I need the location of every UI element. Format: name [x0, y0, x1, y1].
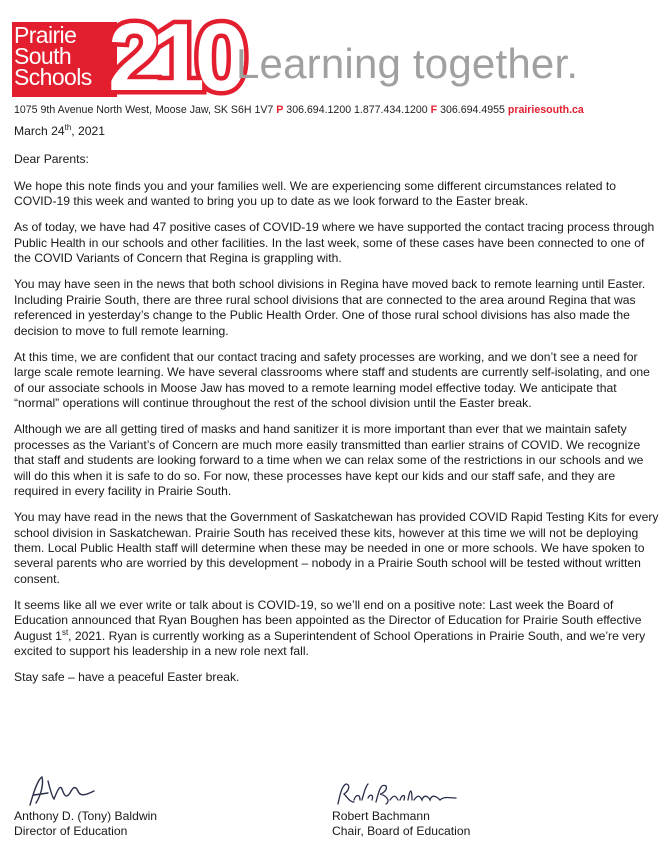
logo-wordmark	[14, 22, 92, 90]
signature-block-director	[14, 773, 157, 840]
letter-date: March 24th, 2021	[14, 122, 106, 138]
signatory-title: Chair, Board of Education	[332, 824, 471, 839]
paragraph: As of today, we have had 47 positive cases of COVID-19 where we have supported the contact tracing process through Public Health in our schools and other facilities. In the last week, some of these cases have been connected to one of the COVID Variants of Concern that Regina is grappling with.	[14, 220, 655, 266]
signatory-name: Robert Bachmann	[332, 809, 430, 823]
website-link[interactable]: prairiesouth.ca	[507, 104, 584, 116]
signatory-title: Director of Education	[14, 824, 128, 839]
salutation: Dear Parents:	[14, 152, 89, 167]
logo-line-1: Prairie	[14, 22, 77, 48]
fax-label: F	[430, 104, 438, 116]
address-line	[14, 104, 584, 116]
closing: Stay safe – have a peaceful Easter break.	[14, 670, 240, 685]
logo-line-2: South	[14, 43, 72, 69]
signature-image	[14, 773, 104, 809]
paragraph: You may have seen in the news that both school divisions in Regina have moved back to remote learning until Easter. Including Prairie South, there are three rural school divisions that are connected to the area around Regina that was referenced in yesterday’s change to the Public Health Order. One of those rural school divisions has also made the decision to move to full remote learning.	[14, 277, 646, 338]
signatory-name: Anthony D. (Tony) Baldwin	[14, 809, 158, 823]
phone-numbers: 306.694.1200 1.877.434.1200	[286, 104, 428, 116]
logo-number: 210	[108, 4, 239, 111]
paragraph: At this time, we are confident that our contact tracing and safety processes are working, and we don’t see a need for large scale remote learning. We have several classrooms where staff and students are currently self-isolating, and one of our associate schools in Moose Jaw has moved to a remote learning model effective today. We anticipate that “normal” operations will continue throughout the rest of the school division until the Easter break.	[14, 349, 650, 411]
paragraph: It seems like all we ever write or talk about is COVID-19, so we’ll end on a positive note: Last week the Board of Education announced that Ryan Boughen has been appointed as the Director of Education for Prairie South effective August 1st, 2021. Ryan is currently working as a Superintendent of School Operations in Prairie South, and we’re very excited to support his leadership in a new role next fall.	[14, 597, 646, 659]
fax-number: 306.694.4955	[440, 104, 505, 116]
street-address: 1075 9th Avenue North West, Moose Jaw, SK S6H 1V7	[14, 104, 274, 116]
logo-line-3: Schools	[14, 64, 92, 90]
letter-body	[14, 124, 659, 697]
paragraph: You may have read in the news that the Government of Saskatchewan has provided COVID Rapid Testing Kits for every school division in Saskatchewan. Prairie South has received these kits, however at this time we will not be deploying them. Local Public Health staff will determine when these may be needed in one or more schools. We have spoken to several parents who are worried by this development – nobody in a Prairie South school will be tested without written consent.	[14, 510, 659, 586]
tagline: Learning together.	[236, 40, 579, 87]
signature-block-chair	[332, 778, 470, 840]
phone-label: P	[276, 104, 284, 116]
paragraph: Although we are all getting tired of masks and hand sanitizer it is more important than ever that we maintain safety processes as the Variant’s of Concern are much more easily transmitted than earlier strains of COVID. We recognize that staff and students are looking forward to a time when we can relax some of the restrictions in our schools and we will do this when it is safe to do so. For now, these processes have kept our kids and our staff safe, and they are required in every facility in Prairie South.	[14, 422, 644, 498]
paragraph: We hope this note finds you and your families well. We are experiencing some different circumstances related to COVID-19 this week and wanted to bring you up to date as we look forward to the Easter break.	[14, 178, 616, 209]
signature-image	[332, 778, 462, 809]
